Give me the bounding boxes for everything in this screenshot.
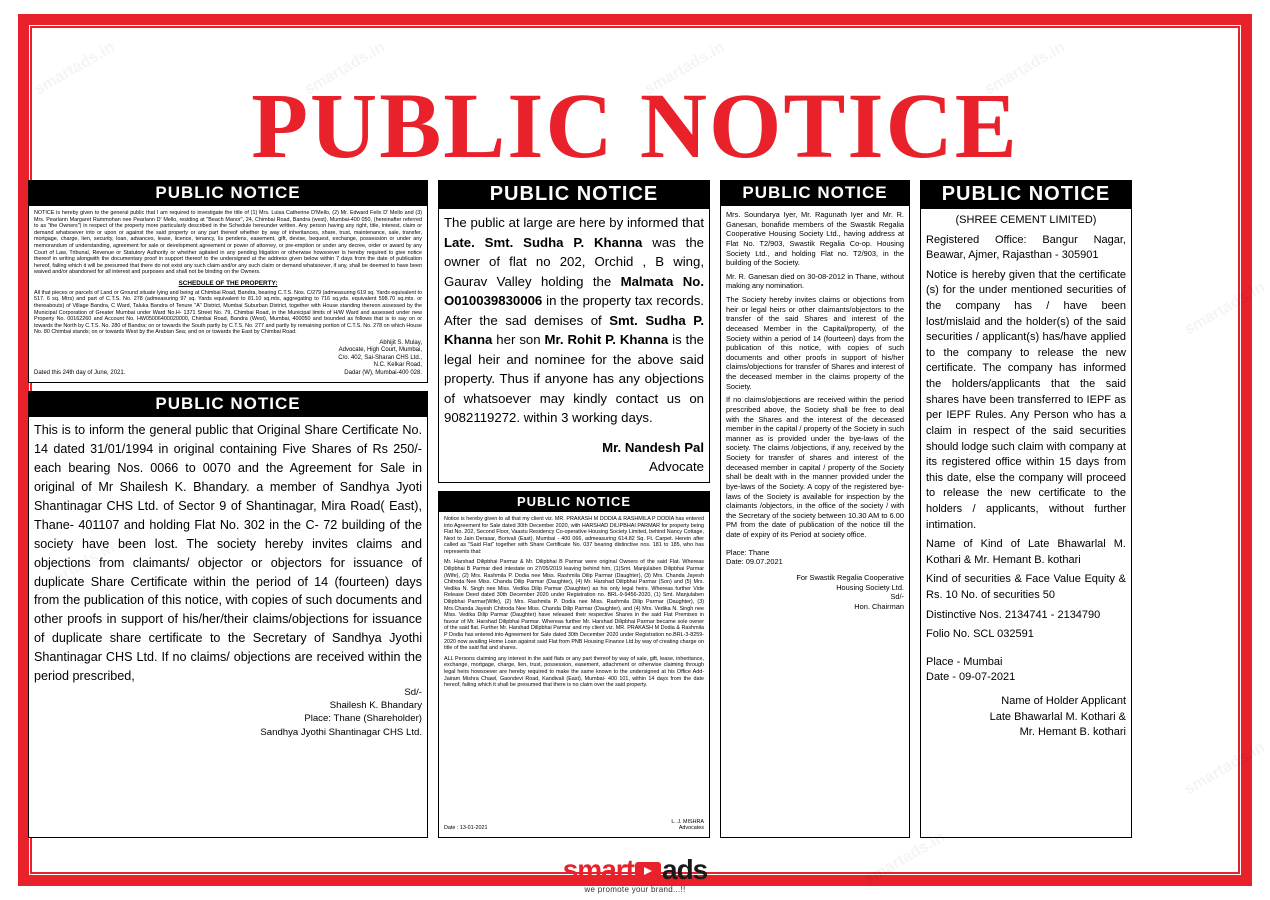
- detail-line: Distinctive Nos. 2134741 - 2134790: [926, 608, 1101, 621]
- text-run-bold: Smt. Sudha P. Khanna: [444, 312, 704, 348]
- notice-paragraph-2: Mr. R. Ganesan died on 30-08-2012 in Thane, without making any nomination.: [726, 271, 904, 291]
- signature-line: N.C. Kelkar Road,: [373, 362, 422, 369]
- text-run: was the owner of flat no 202, Orchid , B wing, Gaurav Valley holding the: [444, 234, 704, 289]
- text-run: her son: [492, 332, 545, 348]
- logo-group: [563, 856, 708, 894]
- registered-office: Registered Office: Bangur Nagar, Beawar, Ajmer, Rajasthan - 305901: [926, 233, 1126, 262]
- notice-paragraph: This is to inform the general public that Original Share Certificate No. 14 dated 31/01/1994 in original containing Five Shares of Rs 250/- each bearing Nos. 0066 to 0070 and the Agreement for Sale in original of Mr Shailesh K. Bhandary. a member of Sandhya Jyoti Shantinagar CHS Ltd. of Sector 9 of Shantinagar, Mira Road( East), Thane- 401107 and holding Flat No. 302 in the C- 72 building of the society have been lost. The society hereby invites claims and objections from claimants/ objector or objectors for issuance of duplicate Share Certificate within the period of 14 (fourteen) days from the publication of this notice, with copies of such documents and other proofs in support of his/her/their claims/objections for issuance of duplicate share certificate to the Secretary of Sandhya Jyothi Shantinagar CHS Ltd. If no claims/ objections are received within the period prescribed,: [34, 423, 422, 683]
- column-3: [720, 180, 910, 838]
- ad-bhandary: [28, 391, 428, 838]
- ad-shree-cement: [920, 180, 1132, 838]
- signature-line: Sandhya Jyothi Shantinagar CHS Ltd.: [260, 726, 422, 738]
- signature-line: For Swastik Regalia Cooperative: [796, 572, 904, 582]
- detail-line: Folio No. SCL 032591: [926, 628, 1034, 641]
- date-line: Dated this 24th day of June, 2021.: [34, 369, 126, 376]
- signature-block: [671, 819, 704, 832]
- ad-mishra: [438, 491, 710, 838]
- notice-paragraph-2: Mr. Harshad Dilipbhai Parmar & Mr. Dilipbhai B Parmar were original Owners of the said Flat. Whereas Dilipbhai B Parmar died intestate on 27/05/2019 leaving behind him, (1)Smt. Manjulaben Dilipbhai Parmar (Wife), (2) Mrs. Rashmila P. Dodia nee Miss. Rashmila Dilip Parmar (Daughter), (3) Mrs. Chanda Jayesh Chitroda Nee Miss. Chanda Dilip Parmar (Daughter), (4) Mr. Harshad Dilipbhai Parmar (Son) and (5) Mrs. Vedika N. Singh nee Miss. Vedika Dilip Parmar (Daughter) as his only legal heirs. Whereas further Vide Release Deed dated 30th December 2020 under Registration no. BRL-9-9456-2020, (1) Smt. Manjulaben Dilipbhai Parmar(Wife), (2) Mrs. Rashmila P. Dodia nee Miss. Rashmila Dilip Parmar (Daughter), (3) Mrs.Chanda Jayesh Chitroda Nee Miss. Chanda Dilip Parmar (Daughter), and (4) Mrs. Vedika N. Singh nee Miss. Vedika Dilip Parmar (Daughter) have released their respective Shares in the said Flat Premises in favour of Mr. Harshad Dilipbhai Parmar. Whereas further Mr. Harshad Dilipbhai Parmar became sole owner of the said flat. Further Mr. Harshad Dilipbhai Parmar and my client viz. MR. PRAKASH M Dodia & Rashmila P Dodia has entered into Agreement for Sale dated 30th December 2020 under Registration no.BRL-3-8259-2020 now availing Home Loan against said Flat from PNB Housing Finance Ltd.by way of creating charge on title of the said flat and shares.: [444, 559, 704, 652]
- signature-line: Advocates: [678, 825, 704, 832]
- notice-paragraph-3: The Society hereby invites claims or objections from heir or legal heirs or other claimants/objectors to the transfer of the said Shares and interest of the deceased Member in the Capital/property, of the Society within a period of 14 (fourteen) days from the publication of this notice, with copies of such documents and other proofs in support of his/her claims/objections for transfer of Shares and interest of the deceased member in the claims property of the Society.: [726, 295, 904, 391]
- signature-block: [926, 694, 1126, 741]
- signature-block: [338, 340, 422, 378]
- signature-title: Advocate: [649, 459, 704, 475]
- date-line: Date: 09.07.2021: [726, 557, 783, 567]
- ad-header: PUBLIC NOTICE: [921, 181, 1131, 209]
- smartads-logo: [0, 856, 1270, 894]
- signature-line: L. J. MISHRA: [671, 818, 704, 825]
- ad-mulay: [28, 180, 428, 383]
- text-run-bold: Late. Smt. Sudha P. Khanna: [444, 234, 643, 250]
- text-run-bold: Malmata No. O010039830006: [444, 273, 704, 309]
- text-run-bold: Mr. Rohit P. Khanna: [544, 332, 669, 348]
- signature-line: Abhijit S. Mulay,: [379, 339, 422, 346]
- ad-header: PUBLIC NOTICE: [29, 392, 427, 417]
- text-run: is the legal heir and nominee for the above said property. Thus if anyone has any objections of whatsoever may kindly contact us on 9082119272. within 3 working days.: [444, 332, 704, 426]
- signature-line: Advocate, High Court, Mumbai,: [338, 347, 422, 354]
- schedule-title: SCHEDULE OF THE PROPERTY:: [178, 279, 278, 287]
- sd-line: Sd/-: [404, 686, 422, 698]
- ad-body: [29, 206, 427, 382]
- signature-line: Place: Thane (Shareholder): [304, 713, 422, 725]
- notice-paragraph-1: Mrs. Soundarya Iyer, Mr. Ragunath Iyer and Mr. R. Ganesan, bonafide members of the Swastik Regalia Cooperative Housing Society Ltd., having address at Flat No. T2/903, Swastik Regalia Co-op. Housing Society Ltd., and holding Flat no. T2/903, in the building of the Society.: [726, 210, 904, 268]
- signature-line: Mr. Hemant B. kothari: [1019, 726, 1126, 739]
- notice-paragraph: NOTICE is hereby given to the general public that I am required to investigate the title of (1) Mrs. Luisa Catherine D'Mello, (2) Mr. Edward Felix D' Mello and (3) Mrs. Pearlann Margaret Rammohan nee Pearlann D' Mello, residing at "Beach Manor", 24, Chimbai Road, Bandra (west), Mumbai-400 050, (hereinafter referred to as "the Owners") in respect of the property more particularly described in the Schedule hereunder written. Any person having any right, title, interest, claim or demand whatsoever into or upon or against the said property or any part thereof whether by way of inheritances, share, trust, maintenance, sale, transfer, mortgage, charge, lien, security, loan, advances, lease, licence, tenancy, lis pendens, easement, gift, devise, bequest, exchange, possession or under any memorandum of understanding, agreement for sale or development agreement or power of attorney, or pre-emption or under any decree, order or award by any Court of Law, Tribunal, Revenue or Statutory Authority or whether agitated in any pending litigation or otherwise howsoever is hereby required to give notice thereof in writing alongwith the documentary proof in support thereof to the undersigned at the address given below within 7 days from the date of publication hereof, failing which it will be presumed that there do not exist any such claim and/or any such claim or demand whatsoever, if any, shall be deemed to have been waived and/or abandoned for all interest and purposes and shall not be binding on the Owners.: [34, 210, 422, 276]
- notice-paragraph: [444, 213, 704, 428]
- ad-body: [439, 209, 709, 482]
- ad-header: PUBLIC NOTICE: [721, 181, 909, 206]
- ad-body: [439, 512, 709, 837]
- place-line: Place - Mumbai: [926, 655, 1003, 668]
- signature-block: [726, 573, 904, 612]
- play-icon: [635, 862, 661, 880]
- notice-paragraph: Notice is hereby given to all that my client viz. MR. PRAKASH M DODIA & RASHMILA P DODIA has entered into Agreement for Sale dated 30th December 2020, with HARSHAD DILIPBHAI PARMAR for property being Flat No. 202, Second Floor, Vaastu Residency Co-operative Housing Society Limited, behind Nancy Cottage, Next to Jain Derasar, Borivali (East), Mumbai - 400 066, admeasuring 614.82 Sq. Ft. Carpet. Herein after called as "Said Flat" together with Share Certificate No. 037 bearing distinctive nos. 181 to 185, who has represents that:: [444, 515, 704, 555]
- text-run: The public at large are here by informed that: [444, 215, 704, 230]
- logo-text-ads: ads: [662, 854, 708, 885]
- signature-line: Dadar (W), Mumbai-400 028.: [344, 369, 422, 376]
- signature-line: Shailesh K. Bhandary: [329, 700, 422, 712]
- date-line: Date : 13-01-2021: [444, 825, 488, 832]
- page-title: PUBLIC NOTICE: [251, 75, 1019, 178]
- logo-text-smart: smart: [562, 854, 634, 885]
- signature-line: Name of Holder Applicant: [1001, 695, 1126, 708]
- schedule-paragraph: All that pieces or parcels of Land or Ground situate lying and being at Chimbai Road, Bandra, bearing C.T.S. Nos. C/279 (admeasuring 619 sq. Yards equivalent to 517. 6 sq. Mtrs) and part of C.T.S. No. 278 (admeasuring 97 sq. Yards equivalent to 81.10 sq.mts, aggregating to 716 sq.yds. equivalent 598.70 sq.mts. or thereabouts) of Village Bandra, C Ward, Taluka Bandra of Tenure "A" District, Mumbai Suburban District, together with House standing thereon assessed by the Municipal Corporation of Greater Mumbai under Ward No.H- 1371 Street No. 79, Chimbai Road, in the Municipal limits of H/W Ward and assessed under new Property No. 00162260 and Account No. HW05006400020000, Chimbai Road, Bandra (West), Mumbai, 400050 and bounded as follows that is to say on or towards the North by C.T.S. No. 280 of Bandra; on or towards the South partly by C.T.S. No. 277 and partly by remaining portion of C.T.S. No. 278 on which House No. 80 Chimbai stands; on or towards West by the Arabian Sea; and on or towards the East by Chimbai Road.: [34, 289, 422, 336]
- notice-paragraph-4: If no claims/objections are received within the period prescribed above, the Society shall be free to deal with the Shares and the interest of the deceased member in the capital / property of the Society in such manner as is provided under the bye-laws of the society. The claims /objections, if any, received by the Society for transfer of shares and interest of the deceased member in capital / property of the Society shall be dealt with in the manner provided under the bye-laws of the Society. A copy of the registered bye-laws of the Society is available for inspection by the claimants /objectors, in the office of the society / with the Secretary of the society between 10.30 AM to 6.00 PM from the date of publication of the notice till the date of expiry of its Period at society office.: [726, 395, 904, 539]
- notice-paragraph: Notice is hereby given that the certificate (s) for the under mentioned securities of the company has / have been lost/mislaid and the holder(s) of the said securities / applicant(s) has/have applied to the company to release the new certificate. The company has informed the holders/applicants that the said shares have been transferred to IEPF as per IEPF Rules. Any Person who has a claim in respect of the said securities should lodge such claim with company at its registered office within 15 days from this date, else the company will proceed to release the new certificate to the holders / applicants, without further intimation.: [926, 268, 1126, 531]
- signature-line: Late Bhawarlal M. Kothari &: [989, 710, 1126, 723]
- ad-swastik: [720, 180, 910, 838]
- ad-body: [721, 206, 909, 837]
- signature-line: Hon. Chairman: [854, 601, 904, 611]
- date-line: Date - 09-07-2021: [926, 671, 1016, 684]
- ad-header: PUBLIC NOTICE: [439, 181, 709, 209]
- column-2: [438, 180, 710, 838]
- ad-body: [29, 417, 427, 837]
- ad-body: [921, 209, 1131, 837]
- column-1: [28, 180, 428, 838]
- signature-line: Housing Society Ltd.: [836, 582, 904, 592]
- logo-row: [563, 856, 708, 884]
- logo-tagline: we promote your brand...!!: [584, 885, 686, 894]
- ad-khanna: [438, 180, 710, 483]
- detail-line: Kind of securities & Face Value Equity & Rs. 10 No. of securities 50: [926, 573, 1126, 602]
- text-run: in the property tax records. After the sad demises of: [444, 293, 704, 328]
- signature-line: C/o. 402, Sai-Sharan CHS Ltd.,: [338, 354, 422, 361]
- detail-line: Name of Kind of Late Bhawarlal M. Kothari & Mr. Hemant B. kothari: [926, 538, 1126, 566]
- company-name: (SHREE CEMENT LIMITED): [955, 214, 1097, 226]
- place-line: Place: Thane: [726, 547, 770, 557]
- ads-grid: [28, 180, 1242, 838]
- column-4: [920, 180, 1132, 838]
- ad-header: PUBLIC NOTICE: [439, 492, 709, 512]
- signature-line: Sd/-: [890, 592, 904, 602]
- ad-header: PUBLIC NOTICE: [29, 181, 427, 206]
- notice-paragraph-3: ALL Persons claiming any interest in the said flats or any part thereof by way of sale, gift, lease, inheritance, exchange, mortgage, charge, lien, trust, possession, easement, attachment or otherwise claiming through legal heirs howsoever are hereby required to make the same known to the undersigned at his Office Add- Jairam Mishra Chawl, Gaondevi Road, Kandivali (East), Mumbai- 400 101, within 14 days from the date hereof, failing which it shall be presumed that there is no claim over the said property.: [444, 655, 704, 689]
- signature-block: [34, 699, 422, 739]
- signature-name: Mr. Nandesh Pal: [602, 439, 704, 455]
